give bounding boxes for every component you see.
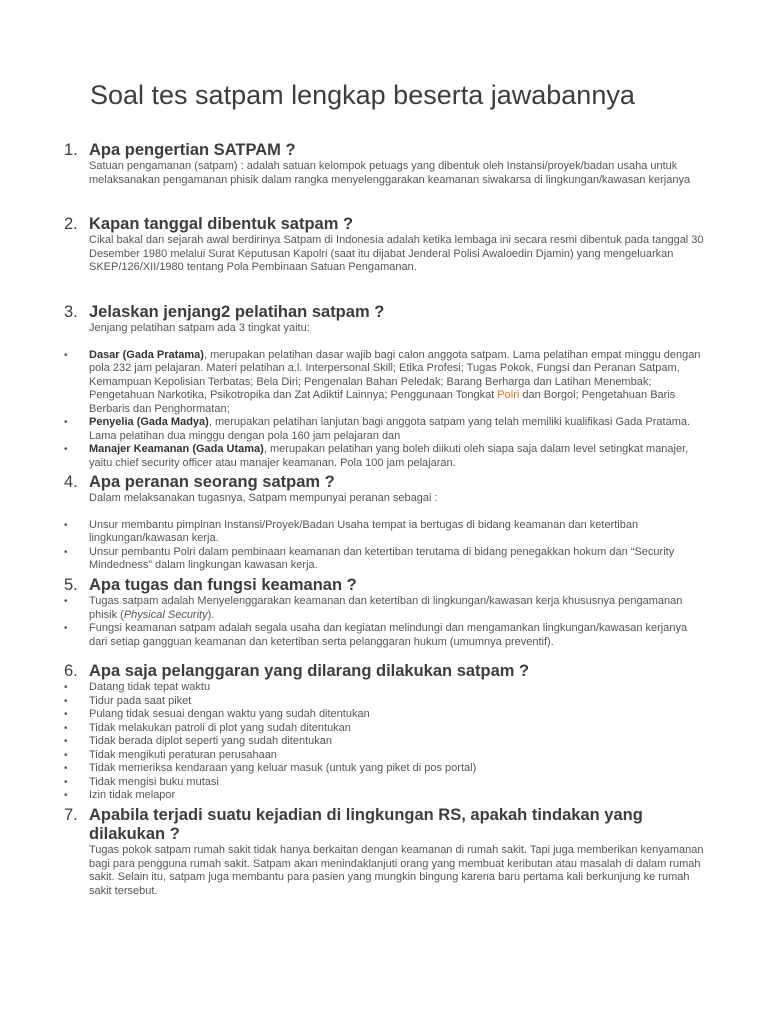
- violation-list: [64, 681, 704, 803]
- list-item: [64, 349, 704, 417]
- role-list: [64, 519, 704, 573]
- answer-text: Dalam melaksanakan tugasnya, Satpam mempunyai peranan sebagai :: [89, 492, 438, 504]
- question-3: [64, 303, 704, 322]
- list-item: [64, 735, 704, 749]
- item-title: Manajer Keamanan (Gada Utama): [89, 443, 264, 455]
- question-number: 3.: [64, 303, 78, 321]
- bullet-icon: •: [64, 444, 68, 455]
- list-item: [64, 546, 704, 573]
- list-item: [64, 595, 704, 622]
- bullet-icon: •: [64, 722, 68, 734]
- list-item: [64, 762, 704, 776]
- answer-text: Jenjang pelatihan satpam ada 3 tingkat yaitu:: [89, 322, 310, 334]
- list-item: [64, 749, 704, 763]
- list-item: [64, 519, 704, 546]
- question-text: Apabila terjadi suatu kejadian di lingkungan RS, apakah tindakan yang dilakukan ?: [89, 806, 643, 843]
- question-number: 4.: [64, 473, 78, 491]
- item-text: Tidur pada saat piket: [89, 694, 192, 707]
- bullet-icon: •: [64, 709, 68, 720]
- list-item: [64, 776, 704, 790]
- list-item: [64, 695, 704, 709]
- question-text: Apa saja pelanggaran yang dilarang dilakukan satpam ?: [89, 662, 530, 680]
- bullet-icon: •: [64, 763, 68, 774]
- question-1: [64, 141, 704, 160]
- answer-text: Satuan pengamanan (satpam) : adalah satuan kelompok petuags yang dibentuk oleh Instansi/proyek/badan usaha untuk melaksanakan pengamanan phisik dalam rangka menyelenggarakan keamanan siwakarsa di lingkungan/kawasan kerjanya: [89, 160, 691, 186]
- item-title: Penyelia (Gada Madya): [89, 416, 209, 428]
- bullet-icon: •: [64, 682, 68, 693]
- list-item: [64, 722, 704, 736]
- item-text: Tidak mengisi buku mutasi: [89, 775, 219, 788]
- question-number: 7.: [64, 806, 78, 824]
- item-text: , merupakan pelatihan lanjutan bagi anggota satpam yang telah memiliki kualifikasi Gada Pratama. Lama pelatihan dua minggu dengan pola 160 jam pelajaran dan: [89, 416, 691, 442]
- item-text: Tidak memeriksa kendaraan yang keluar masuk (untuk yang piket di pos portal): [89, 762, 477, 774]
- item-text: Pulang tidak sesuai dengan waktu yang sudah ditentukan: [89, 708, 370, 720]
- item-text: Izin tidak melapor: [89, 789, 176, 801]
- question-5: [64, 576, 704, 595]
- bullet-icon: •: [64, 749, 68, 761]
- list-item: [64, 789, 704, 803]
- question-number: 5.: [64, 576, 78, 594]
- item-text: Fungsi keamanan satpam adalah segala usaha dan kegiatan melindungi dan mengamankan lingkungan/kawasan kerjanya dari setiap gangguan keamanan dan ketertiban serta pelanggaran hukum (umumnya preventif).: [89, 622, 688, 648]
- bullet-icon: •: [64, 776, 68, 788]
- bullet-icon: •: [64, 596, 68, 607]
- item-text: , merupakan pelatihan dasar wajib bagi calon anggota satpam. Lama pelatihan empat minggu dengan pola 232 jam pelajaran. Materi pelatihan a.l. Interpersonal Skill; Etika Profesi; Tugas Pokok, Fungsi dan Peranan Satpam, Kemampuan Kepolisian Terbatas; Bela Diri; Pengenalan Bahan Peledak; Barang Berharga dan Latihan Menembak; Pengetahuan Narkotika, Psikotropika dan Zat Adiktif Lainnya; Penggunaan Tongkat: [89, 348, 701, 401]
- item-text-end: ).: [207, 608, 215, 621]
- section-7: [64, 806, 704, 898]
- item-italic: Physical Security: [123, 608, 208, 621]
- question-number: 2.: [64, 215, 78, 233]
- list-item: [64, 681, 704, 695]
- section-4: [64, 473, 704, 573]
- question-text: Apa pengertian SATPAM ?: [89, 141, 296, 159]
- question-7: [64, 806, 704, 844]
- list-item: [64, 416, 704, 443]
- item-text: , merupakan pelatihan yang boleh diikuti oleh siapa saja dalam level setingkat manajer, yaitu chief security officer atau manajer keamanan. Pola 100 jam pelajaran.: [89, 443, 689, 469]
- question-text: Jelaskan jenjang2 pelatihan satpam ?: [89, 303, 385, 321]
- item-text: Unsur membantu pimpinan Instansi/Proyek/Badan Usaha tempat ia bertugas di bidang keamanan dan ketertiban lingkungan/kawasan kerja.: [89, 518, 639, 544]
- item-text-end: dan Borgol; Pengetahuan Baris Berbaris dan Penghormatan;: [89, 389, 676, 415]
- item-title: Dasar (Gada Pratama): [89, 348, 204, 361]
- item-text: Tidak berada diplot seperti yang sudah ditentukan: [89, 735, 332, 747]
- bullet-icon: •: [64, 790, 68, 801]
- question-6: [64, 662, 704, 681]
- question-number: 6.: [64, 662, 78, 680]
- question-text: Apa peranan seorang satpam ?: [89, 473, 335, 491]
- bullet-icon: •: [64, 519, 68, 531]
- bullet-icon: •: [64, 546, 68, 558]
- item-text: Unsur pembantu Polri dalam pembinaan keamanan dan ketertiban terutama di bidang penegakkan hokum dan “Security Mindedness” dalam lingkungan kawasan kerja.: [89, 545, 675, 571]
- bullet-icon: •: [64, 623, 68, 634]
- question-4: [64, 473, 704, 492]
- item-text: Tugas satpam adalah Menyelenggarakan keamanan dan ketertiban di lingkungan/kawasan kerja khususnya pengamanan phisik (: [89, 595, 683, 621]
- polri-link[interactable]: Polri: [497, 389, 520, 401]
- answer-text: Cikal bakal dan sejarah awal berdirinya Satpam di Indonesia adalah ketika lembaga ini secara resmi dibentuk pada tanggal 30 Desember 1980 melalui Surat Keputusan Kapolri (saat itu dijabat Jenderal Polisi Awaloedin Djamin) yang mengeluarkan SKEP/126/XII/1980 tentang Pola Pembinaan Satuan Pengamanan.: [89, 234, 704, 273]
- question-2: [64, 215, 704, 234]
- item-text: Tidak melakukan patroli di plot yang sudah ditentukan: [89, 721, 351, 734]
- list-item: [64, 622, 704, 649]
- training-level-list: [64, 349, 704, 471]
- section-3: [64, 303, 704, 470]
- section-5: [64, 576, 704, 649]
- document-title: Soal tes satpam lengkap beserta jawabannya: [90, 80, 635, 110]
- list-item: [64, 708, 704, 722]
- question-text: Kapan tanggal dibentuk satpam ?: [89, 215, 354, 233]
- answer-text: Tugas pokok satpam rumah sakit tidak hanya berkaitan dengan keamanan di rumah sakit. Tapi juga memberikan kenyamanan bagi para pengguna rumah sakit. Satpam akan menindaklanjuti orang yang membuat keributan atau masalah di dalam rumah sakit. Selain itu, satpam juga membantu para pasien yang mungkin bingung karena baru pertama kali berkunjung ke rumah sakit tersebut.: [89, 844, 704, 897]
- question-number: 1.: [64, 141, 78, 159]
- item-text: Datang tidak tepat waktu: [89, 681, 211, 693]
- bullet-icon: •: [64, 736, 68, 747]
- bullet-icon: •: [64, 349, 68, 361]
- section-2: [64, 215, 704, 275]
- section-6: [64, 662, 704, 803]
- section-1: [64, 141, 704, 187]
- duty-list: [64, 595, 704, 649]
- bullet-icon: •: [64, 695, 68, 707]
- list-item: [64, 443, 704, 470]
- item-text: Tidak mengikuti peraturan perusahaan: [89, 748, 277, 761]
- bullet-icon: •: [64, 417, 68, 428]
- question-text: Apa tugas dan fungsi keamanan ?: [89, 576, 357, 594]
